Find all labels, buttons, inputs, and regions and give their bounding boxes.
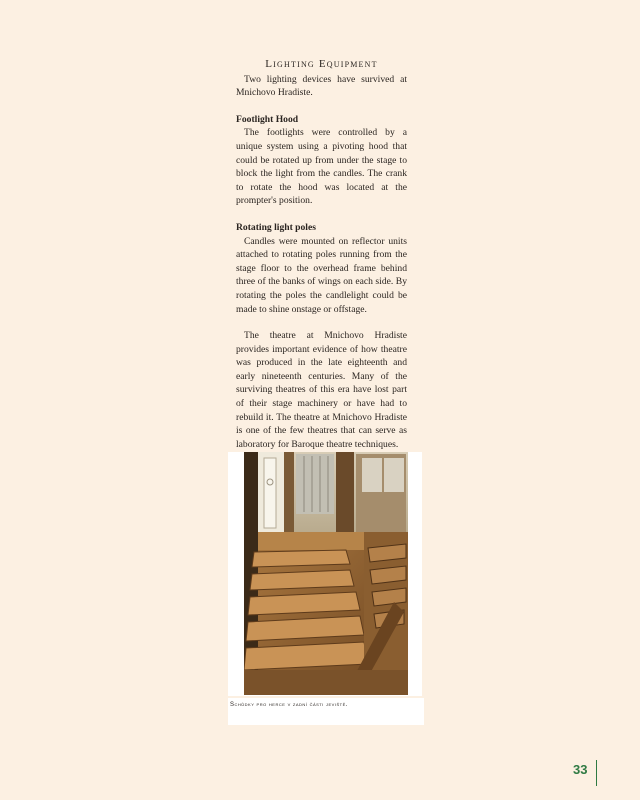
closing-paragraph: The theatre at Mnichovo Hradiste provides important evidence of how theatre was produced in the late eighteenth and early nineteenth centuries. Many of the surviving theatres of this era have lost part of their stage machinery or have had to rebuild it. The theatre at Mnichovo Hradiste is one of the few theatres that can serve as laboratory for Baroque theatre techniques. [236, 330, 407, 450]
rotating-poles-paragraph: Candles were mounted on reflector units attached to rotating poles running from the stage floor to the overhead frame behind three of the banks of wings on each side. By rotating the poles the candlelight could be made to shine onstage or offstage. [236, 235, 407, 315]
page-number-rule [596, 760, 597, 786]
photo-caption: Schůdky pro herce v zadní části jeviště. [230, 702, 348, 708]
page-number: 33 [573, 762, 588, 777]
stairs-photo [244, 452, 408, 695]
footlight-hood-paragraph: The footlights were controlled by a unique system using a pivoting hood that could be rotated up from under the stage to block the light from the candles. The crank to rotate the hood was located at the prompter's position. [236, 127, 407, 207]
intro-paragraph: Two lighting devices have survived at Mnichovo Hradiste. [236, 73, 407, 99]
article-column [236, 58, 407, 465]
section-heading: Lighting Equipment [265, 58, 378, 70]
subheading-footlight-hood: Footlight Hood [236, 113, 299, 125]
subheading-rotating-light-poles: Rotating light poles [236, 221, 316, 233]
